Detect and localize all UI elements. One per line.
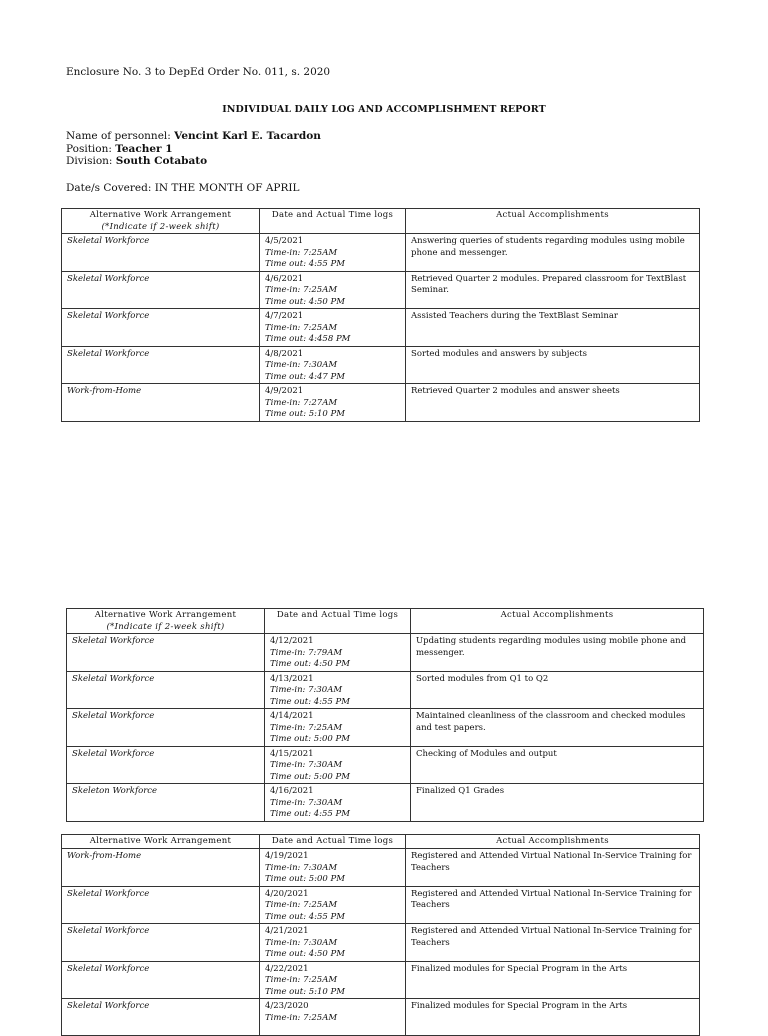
log-date: 4/12/2021 [270, 636, 314, 646]
arrangement-cell: Skeletal Workforce [62, 234, 260, 272]
accomplishment-cell: Retrieved Quarter 2 modules and answer sheets [406, 384, 700, 422]
log-date: 4/6/2021 [265, 273, 304, 284]
accomplishment-cell: Finalized Q1 Grades [411, 784, 704, 822]
table-row [62, 961, 700, 999]
arrangement-cell: Skeletal Workforce [62, 271, 260, 309]
column-header-note: (*Indicate if 2-week shift) [106, 621, 225, 632]
time-out: Time out: 4:55 PM [265, 259, 345, 269]
time-in: Time-in: 7:79AM [270, 647, 343, 658]
column-header-arrangement: Alternative Work Arrangement (*Indicate if 2-week shift) [67, 609, 265, 634]
log-date: 4/9/2021 [265, 386, 304, 396]
table-row [67, 746, 704, 784]
time-log-cell [265, 634, 411, 672]
log-date: 4/5/2021 [265, 236, 304, 246]
time-in: Time-in: 7:30AM [265, 862, 338, 873]
log-date: 4/20/2021 [265, 888, 309, 899]
table-row [67, 709, 704, 747]
time-in: Time-in: 7:27AM [265, 397, 338, 408]
time-out: Time out: 5:10 PM [265, 986, 345, 997]
arrangement-cell: Work-from-Home [62, 849, 260, 887]
time-out: Time out: 4:50 PM [270, 659, 350, 669]
table-row [62, 886, 700, 924]
table-header-row [62, 209, 700, 234]
log-date: 4/15/2021 [270, 748, 314, 759]
column-header-accomplishments: Actual Accomplishments [406, 209, 700, 234]
division-value: South Cotabato [115, 155, 208, 167]
accomplishment-cell: Checking of Modules and output [411, 746, 704, 784]
log-table-week-2 [66, 608, 704, 822]
personnel-name [66, 130, 321, 142]
time-out: Time out: 5:00 PM [270, 771, 350, 782]
column-header-date: Date and Actual Time logs [260, 835, 406, 849]
accomplishment-cell: Updating students regarding modules using mobile phone and messenger. [411, 634, 704, 672]
time-out: Time out: 4:55 PM [265, 911, 345, 922]
column-header-accomplishments: Actual Accomplishments [406, 835, 700, 849]
accomplishment-cell: Registered and Attended Virtual National In-Service Training for Teachers [406, 886, 700, 924]
log-table-week-3 [61, 834, 700, 1036]
time-in: Time-in: 7:25AM [265, 975, 338, 985]
dates-label: Date/s Covered: [66, 182, 155, 194]
log-date: 4/8/2021 [265, 348, 304, 359]
log-date: 4/16/2021 [270, 786, 314, 796]
time-in: Time-in: 7:25AM [265, 900, 338, 910]
personnel-position [66, 143, 173, 155]
time-out: Time out: 5:00 PM [270, 734, 350, 744]
time-log-cell [260, 309, 406, 347]
table-header-row [62, 835, 700, 849]
arrangement-cell: Skeletal Workforce [62, 346, 260, 384]
arrangement-cell: Work-from-Home [62, 384, 260, 422]
time-out: Time out: 4:55 PM [270, 809, 350, 819]
table-row [62, 234, 700, 272]
enclosure-reference: Enclosure No. 3 to DepEd Order No. 011, s. 2020 [66, 66, 331, 78]
log-date: 4/14/2021 [270, 711, 314, 721]
position-value: Teacher 1 [115, 143, 173, 155]
time-in: Time-in: 7:30AM [270, 797, 343, 808]
arrangement-cell: Skeletal Workforce [62, 924, 260, 962]
time-log-cell [265, 709, 411, 747]
table-row [62, 309, 700, 347]
table-header-row [67, 609, 704, 634]
column-header-note: (*Indicate if 2-week shift) [101, 221, 220, 232]
time-log-cell [260, 924, 406, 962]
dates-covered [66, 182, 300, 194]
arrangement-cell: Skeletal Workforce [67, 634, 265, 672]
time-out: Time out: 4:458 PM [265, 334, 351, 344]
time-log-cell [265, 784, 411, 822]
arrangement-cell: Skeletal Workforce [62, 309, 260, 347]
time-log-cell [260, 886, 406, 924]
table-row [62, 346, 700, 384]
arrangement-cell: Skeletal Workforce [67, 671, 265, 709]
time-log-cell [265, 671, 411, 709]
time-log-cell [260, 271, 406, 309]
dates-value: IN THE MONTH OF APRIL [154, 182, 300, 194]
time-log-cell [260, 346, 406, 384]
time-in: Time-in: 7:30AM [265, 360, 338, 370]
column-header-arrangement: Alternative Work Arrangement [62, 835, 260, 849]
time-out: Time out: 5:10 PM [265, 409, 345, 419]
arrangement-cell: Skeletal Workforce [67, 709, 265, 747]
arrangement-cell: Skeletal Workforce [62, 999, 260, 1036]
arrangement-cell: Skeleton Workforce [67, 784, 265, 822]
time-in: Time-in: 7:25AM [265, 247, 338, 258]
log-date: 4/22/2021 [265, 963, 309, 974]
accomplishment-cell: Maintained cleanliness of the classroom and checked modules and test papers. [411, 709, 704, 747]
time-out: Time out: 4:50 PM [265, 949, 345, 959]
time-log-cell [260, 384, 406, 422]
log-date: 4/13/2021 [270, 673, 314, 684]
division-label: Division: [66, 155, 116, 167]
time-out: Time out: 4:47 PM [265, 371, 345, 382]
table-row [67, 671, 704, 709]
report-title: INDIVIDUAL DAILY LOG AND ACCOMPLISHMENT REPORT [222, 104, 546, 115]
time-log-cell [260, 999, 406, 1036]
arrangement-cell: Skeletal Workforce [62, 886, 260, 924]
time-in: Time-in: 7:30AM [270, 760, 343, 770]
name-value: Vencint Karl E. Tacardon [174, 130, 321, 142]
table-row [62, 924, 700, 962]
time-log-cell [260, 961, 406, 999]
accomplishment-cell: Answering queries of students regarding modules using mobile phone and messenger. [406, 234, 700, 272]
time-in: Time-in: 7:25AM [270, 722, 343, 733]
table-row [67, 634, 704, 672]
log-date: 4/23/2020 [265, 1001, 309, 1011]
table-row [62, 999, 700, 1036]
table-row [62, 384, 700, 422]
accomplishment-cell: Finalized modules for Special Program in the Arts [406, 961, 700, 999]
time-out: Time out: 4:55 PM [270, 696, 350, 707]
accomplishment-cell: Finalized modules for Special Program in the Arts [406, 999, 700, 1036]
column-header-accomplishments: Actual Accomplishments [411, 609, 704, 634]
time-out: Time out: 4:50 PM [265, 296, 345, 307]
position-label: Position: [66, 143, 116, 155]
accomplishment-cell: Sorted modules from Q1 to Q2 [411, 671, 704, 709]
time-log-cell [265, 746, 411, 784]
accomplishment-cell: Registered and Attended Virtual National In-Service Training for Teachers [406, 849, 700, 887]
log-date: 4/7/2021 [265, 311, 304, 321]
time-in: Time-in: 7:30AM [270, 685, 343, 695]
time-in: Time-in: 7:30AM [265, 937, 338, 948]
time-in: Time-in: 7:25AM [265, 322, 338, 333]
accomplishment-cell: Assisted Teachers during the TextBlast Seminar [406, 309, 700, 347]
arrangement-cell: Skeletal Workforce [67, 746, 265, 784]
column-header-date: Date and Actual Time logs [260, 209, 406, 234]
time-log-cell [260, 849, 406, 887]
arrangement-cell: Skeletal Workforce [62, 961, 260, 999]
personnel-division [66, 155, 207, 167]
column-header-arrangement: Alternative Work Arrangement (*Indicate if 2-week shift) [62, 209, 260, 234]
time-log-cell [260, 234, 406, 272]
time-in: Time-in: 7:25AM [265, 285, 338, 295]
time-in: Time-in: 7:25AM [265, 1012, 338, 1023]
table-row [67, 784, 704, 822]
log-date: 4/19/2021 [265, 851, 309, 861]
log-date: 4/21/2021 [265, 926, 309, 936]
time-out: Time out: 5:00 PM [265, 874, 345, 884]
accomplishment-cell: Retrieved Quarter 2 modules. Prepared classroom for TextBlast Seminar. [406, 271, 700, 309]
table-row [62, 849, 700, 887]
column-header-date: Date and Actual Time logs [265, 609, 411, 634]
name-label: Name of personnel: [66, 130, 175, 142]
log-table-week-1 [61, 208, 700, 422]
table-row [62, 271, 700, 309]
accomplishment-cell: Sorted modules and answers by subjects [406, 346, 700, 384]
accomplishment-cell: Registered and Attended Virtual National In-Service Training for Teachers [406, 924, 700, 962]
